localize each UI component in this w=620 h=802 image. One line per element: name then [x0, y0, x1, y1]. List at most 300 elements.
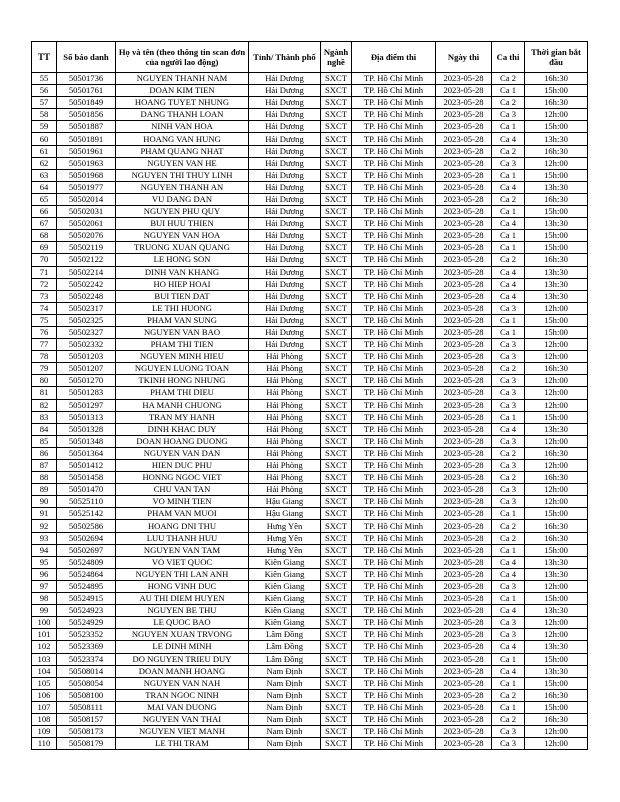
- cell-occupation: SXCT: [321, 399, 352, 411]
- cell-candidate-number: 50523374: [57, 653, 116, 665]
- cell-full-name: HA MANH CHUONG: [116, 399, 249, 411]
- cell-occupation: SXCT: [321, 181, 352, 193]
- cell-occupation: SXCT: [321, 314, 352, 326]
- table-row: [32, 145, 588, 157]
- cell-province: Hải Dương: [249, 302, 321, 314]
- cell-province: Kiên Giang: [249, 556, 321, 568]
- header-candidate-number: Số báo danh: [57, 42, 116, 73]
- cell-occupation: SXCT: [321, 677, 352, 689]
- cell-occupation: SXCT: [321, 701, 352, 713]
- cell-exam-location: TP. Hồ Chí Minh: [352, 193, 436, 205]
- cell-exam-location: TP. Hồ Chí Minh: [352, 206, 436, 218]
- cell-full-name: NGUYEN THANH NAM: [116, 73, 249, 85]
- cell-exam-shift: Ca 1: [492, 411, 525, 423]
- cell-full-name: DINH KHAC DUY: [116, 423, 249, 435]
- cell-start-time: 16h:30: [525, 689, 588, 701]
- cell-start-time: 15h:00: [525, 544, 588, 556]
- cell-start-time: 16h:30: [525, 73, 588, 85]
- cell-full-name: TKINH HONG NHUNG: [116, 375, 249, 387]
- cell-candidate-number: 50501849: [57, 97, 116, 109]
- cell-province: Kiên Giang: [249, 617, 321, 629]
- cell-tt: 68: [32, 230, 57, 242]
- cell-exam-date: 2023-05-28: [436, 738, 492, 750]
- cell-exam-location: TP. Hồ Chí Minh: [352, 133, 436, 145]
- cell-candidate-number: 50501313: [57, 411, 116, 423]
- table-row: [32, 411, 588, 423]
- cell-exam-location: TP. Hồ Chí Minh: [352, 290, 436, 302]
- cell-exam-shift: Ca 1: [492, 544, 525, 556]
- table-row: [32, 593, 588, 605]
- cell-province: Hậu Giang: [249, 496, 321, 508]
- cell-start-time: 13h:30: [525, 605, 588, 617]
- cell-candidate-number: 50524923: [57, 605, 116, 617]
- cell-exam-shift: Ca 2: [492, 520, 525, 532]
- cell-province: Hải Dương: [249, 206, 321, 218]
- cell-full-name: PHAM VAN MUOI: [116, 508, 249, 520]
- cell-full-name: TRAN NGOC NINH: [116, 689, 249, 701]
- cell-exam-date: 2023-05-28: [436, 617, 492, 629]
- cell-exam-shift: Ca 3: [492, 460, 525, 472]
- cell-exam-location: TP. Hồ Chí Minh: [352, 145, 436, 157]
- cell-exam-location: TP. Hồ Chí Minh: [352, 726, 436, 738]
- cell-exam-shift: Ca 2: [492, 145, 525, 157]
- cell-exam-location: TP. Hồ Chí Minh: [352, 520, 436, 532]
- cell-full-name: NGUYEN VAN HOA: [116, 230, 249, 242]
- cell-tt: 101: [32, 629, 57, 641]
- cell-start-time: 16h:30: [525, 363, 588, 375]
- cell-exam-shift: Ca 3: [492, 109, 525, 121]
- cell-candidate-number: 50501412: [57, 460, 116, 472]
- cell-exam-location: TP. Hồ Chí Minh: [352, 653, 436, 665]
- cell-full-name: HOANG TUYET NHUNG: [116, 97, 249, 109]
- cell-start-time: 16h:30: [525, 193, 588, 205]
- cell-exam-date: 2023-05-28: [436, 169, 492, 181]
- cell-occupation: SXCT: [321, 580, 352, 592]
- cell-exam-date: 2023-05-28: [436, 520, 492, 532]
- cell-exam-location: TP. Hồ Chí Minh: [352, 157, 436, 169]
- table-row: [32, 496, 588, 508]
- cell-candidate-number: 50501207: [57, 363, 116, 375]
- cell-candidate-number: 50501761: [57, 85, 116, 97]
- cell-province: Kiên Giang: [249, 593, 321, 605]
- cell-province: Hải Dương: [249, 218, 321, 230]
- cell-province: Hải Phòng: [249, 351, 321, 363]
- cell-exam-shift: Ca 3: [492, 726, 525, 738]
- cell-candidate-number: 50508179: [57, 738, 116, 750]
- cell-exam-shift: Ca 1: [492, 314, 525, 326]
- cell-occupation: SXCT: [321, 617, 352, 629]
- table-row: [32, 230, 588, 242]
- cell-start-time: 16h:30: [525, 713, 588, 725]
- cell-start-time: 12h:00: [525, 435, 588, 447]
- cell-tt: 55: [32, 73, 57, 85]
- cell-candidate-number: 50502586: [57, 520, 116, 532]
- cell-exam-location: TP. Hồ Chí Minh: [352, 665, 436, 677]
- cell-candidate-number: 50502697: [57, 544, 116, 556]
- cell-province: Hải Dương: [249, 266, 321, 278]
- cell-start-time: 12h:00: [525, 496, 588, 508]
- cell-start-time: 15h:00: [525, 508, 588, 520]
- cell-province: Nam Định: [249, 689, 321, 701]
- cell-exam-date: 2023-05-28: [436, 193, 492, 205]
- cell-exam-location: TP. Hồ Chí Minh: [352, 496, 436, 508]
- cell-candidate-number: 50501328: [57, 423, 116, 435]
- cell-province: Hải Dương: [249, 278, 321, 290]
- cell-exam-location: TP. Hồ Chí Minh: [352, 605, 436, 617]
- cell-full-name: PHAM VAN SUNG: [116, 314, 249, 326]
- exam-schedule-table: [31, 41, 588, 750]
- cell-full-name: DOAN HOANG DUONG: [116, 435, 249, 447]
- cell-exam-shift: Ca 2: [492, 689, 525, 701]
- cell-occupation: SXCT: [321, 302, 352, 314]
- cell-start-time: 15h:00: [525, 169, 588, 181]
- table-row: [32, 278, 588, 290]
- cell-full-name: HONG VINH DUC: [116, 580, 249, 592]
- cell-full-name: NGUYEN VAN DAN: [116, 447, 249, 459]
- cell-occupation: SXCT: [321, 193, 352, 205]
- cell-candidate-number: 50501977: [57, 181, 116, 193]
- cell-start-time: 13h:30: [525, 641, 588, 653]
- cell-tt: 79: [32, 363, 57, 375]
- cell-exam-shift: Ca 1: [492, 508, 525, 520]
- cell-start-time: 15h:00: [525, 411, 588, 423]
- table-row: [32, 109, 588, 121]
- cell-tt: 62: [32, 157, 57, 169]
- table-row: [32, 665, 588, 677]
- cell-start-time: 15h:00: [525, 206, 588, 218]
- cell-province: Nam Định: [249, 726, 321, 738]
- cell-candidate-number: 50501856: [57, 109, 116, 121]
- cell-occupation: SXCT: [321, 73, 352, 85]
- cell-tt: 94: [32, 544, 57, 556]
- cell-exam-shift: Ca 4: [492, 290, 525, 302]
- cell-province: Hải Dương: [249, 73, 321, 85]
- cell-province: Hải Phòng: [249, 435, 321, 447]
- cell-exam-location: TP. Hồ Chí Minh: [352, 181, 436, 193]
- cell-exam-shift: Ca 4: [492, 181, 525, 193]
- table-row: [32, 484, 588, 496]
- cell-candidate-number: 50508173: [57, 726, 116, 738]
- cell-full-name: NGUYEN MINH HIEU: [116, 351, 249, 363]
- cell-exam-date: 2023-05-28: [436, 363, 492, 375]
- cell-exam-date: 2023-05-28: [436, 206, 492, 218]
- cell-tt: 95: [32, 556, 57, 568]
- table-row: [32, 181, 588, 193]
- cell-candidate-number: 50502332: [57, 339, 116, 351]
- table-row: [32, 447, 588, 459]
- cell-candidate-number: 50501470: [57, 484, 116, 496]
- table-row: [32, 532, 588, 544]
- cell-exam-date: 2023-05-28: [436, 133, 492, 145]
- cell-start-time: 15h:00: [525, 701, 588, 713]
- cell-candidate-number: 50508157: [57, 713, 116, 725]
- cell-candidate-number: 50501736: [57, 73, 116, 85]
- cell-exam-date: 2023-05-28: [436, 641, 492, 653]
- cell-full-name: NGUYEN VAN HE: [116, 157, 249, 169]
- cell-exam-shift: Ca 4: [492, 665, 525, 677]
- cell-tt: 72: [32, 278, 57, 290]
- cell-exam-date: 2023-05-28: [436, 109, 492, 121]
- cell-start-time: 16h:30: [525, 447, 588, 459]
- cell-candidate-number: 50502031: [57, 206, 116, 218]
- cell-tt: 102: [32, 641, 57, 653]
- table-row: [32, 435, 588, 447]
- cell-start-time: 16h:30: [525, 520, 588, 532]
- cell-full-name: LUU THANH HUU: [116, 532, 249, 544]
- cell-occupation: SXCT: [321, 738, 352, 750]
- cell-exam-date: 2023-05-28: [436, 484, 492, 496]
- cell-full-name: TRUONG XUAN QUANG: [116, 242, 249, 254]
- cell-occupation: SXCT: [321, 447, 352, 459]
- cell-candidate-number: 50508111: [57, 701, 116, 713]
- cell-province: Hải Dương: [249, 145, 321, 157]
- cell-tt: 60: [32, 133, 57, 145]
- table-row: [32, 738, 588, 750]
- cell-province: Hải Phòng: [249, 423, 321, 435]
- cell-exam-date: 2023-05-28: [436, 689, 492, 701]
- cell-occupation: SXCT: [321, 484, 352, 496]
- cell-exam-date: 2023-05-28: [436, 701, 492, 713]
- cell-exam-shift: Ca 3: [492, 617, 525, 629]
- cell-exam-shift: Ca 4: [492, 605, 525, 617]
- cell-exam-shift: Ca 4: [492, 133, 525, 145]
- cell-exam-date: 2023-05-28: [436, 157, 492, 169]
- table-row: [32, 460, 588, 472]
- cell-candidate-number: 50501887: [57, 121, 116, 133]
- cell-full-name: VO VIET QUOC: [116, 556, 249, 568]
- cell-candidate-number: 50502694: [57, 532, 116, 544]
- cell-exam-date: 2023-05-28: [436, 73, 492, 85]
- cell-province: Hải Dương: [249, 254, 321, 266]
- cell-candidate-number: 50524895: [57, 580, 116, 592]
- cell-province: Nam Định: [249, 665, 321, 677]
- table-row: [32, 605, 588, 617]
- table-header-row: [32, 42, 588, 73]
- cell-exam-location: TP. Hồ Chí Minh: [352, 580, 436, 592]
- cell-exam-date: 2023-05-28: [436, 351, 492, 363]
- cell-full-name: HOANG VAN HUNG: [116, 133, 249, 145]
- cell-start-time: 12h:00: [525, 302, 588, 314]
- cell-exam-shift: Ca 4: [492, 568, 525, 580]
- cell-exam-shift: Ca 3: [492, 157, 525, 169]
- header-tt: TT: [32, 42, 57, 73]
- cell-occupation: SXCT: [321, 85, 352, 97]
- cell-exam-shift: Ca 2: [492, 713, 525, 725]
- cell-province: Hưng Yên: [249, 520, 321, 532]
- cell-exam-date: 2023-05-28: [436, 447, 492, 459]
- cell-exam-location: TP. Hồ Chí Minh: [352, 435, 436, 447]
- cell-tt: 69: [32, 242, 57, 254]
- cell-tt: 106: [32, 689, 57, 701]
- cell-exam-shift: Ca 1: [492, 326, 525, 338]
- cell-exam-date: 2023-05-28: [436, 544, 492, 556]
- cell-occupation: SXCT: [321, 713, 352, 725]
- cell-occupation: SXCT: [321, 641, 352, 653]
- cell-exam-location: TP. Hồ Chí Minh: [352, 399, 436, 411]
- cell-candidate-number: 50524809: [57, 556, 116, 568]
- cell-exam-date: 2023-05-28: [436, 532, 492, 544]
- cell-exam-date: 2023-05-28: [436, 339, 492, 351]
- cell-occupation: SXCT: [321, 532, 352, 544]
- cell-full-name: NGUYEN VAN TAM: [116, 544, 249, 556]
- cell-start-time: 16h:30: [525, 145, 588, 157]
- cell-occupation: SXCT: [321, 629, 352, 641]
- cell-exam-shift: Ca 2: [492, 254, 525, 266]
- cell-occupation: SXCT: [321, 605, 352, 617]
- cell-exam-shift: Ca 1: [492, 242, 525, 254]
- cell-occupation: SXCT: [321, 326, 352, 338]
- cell-full-name: MAI VAN DUONG: [116, 701, 249, 713]
- cell-candidate-number: 50502122: [57, 254, 116, 266]
- cell-tt: 70: [32, 254, 57, 266]
- cell-exam-location: TP. Hồ Chí Minh: [352, 641, 436, 653]
- cell-exam-location: TP. Hồ Chí Minh: [352, 121, 436, 133]
- cell-tt: 80: [32, 375, 57, 387]
- cell-occupation: SXCT: [321, 665, 352, 677]
- cell-exam-date: 2023-05-28: [436, 230, 492, 242]
- table-row: [32, 254, 588, 266]
- cell-exam-location: TP. Hồ Chí Minh: [352, 85, 436, 97]
- cell-exam-shift: Ca 4: [492, 218, 525, 230]
- cell-exam-date: 2023-05-28: [436, 218, 492, 230]
- cell-exam-shift: Ca 1: [492, 701, 525, 713]
- cell-exam-location: TP. Hồ Chí Minh: [352, 423, 436, 435]
- cell-start-time: 13h:30: [525, 556, 588, 568]
- cell-exam-shift: Ca 2: [492, 193, 525, 205]
- cell-exam-location: TP. Hồ Chí Minh: [352, 484, 436, 496]
- cell-exam-date: 2023-05-28: [436, 496, 492, 508]
- cell-candidate-number: 50502248: [57, 290, 116, 302]
- cell-candidate-number: 50502014: [57, 193, 116, 205]
- table-row: [32, 423, 588, 435]
- cell-exam-shift: Ca 1: [492, 593, 525, 605]
- cell-exam-location: TP. Hồ Chí Minh: [352, 375, 436, 387]
- table-row: [32, 629, 588, 641]
- cell-exam-shift: Ca 2: [492, 532, 525, 544]
- cell-exam-location: TP. Hồ Chí Minh: [352, 73, 436, 85]
- cell-exam-date: 2023-05-28: [436, 145, 492, 157]
- cell-exam-shift: Ca 3: [492, 351, 525, 363]
- cell-exam-location: TP. Hồ Chí Minh: [352, 447, 436, 459]
- cell-full-name: HOANG DNI THU: [116, 520, 249, 532]
- cell-occupation: SXCT: [321, 544, 352, 556]
- table-row: [32, 568, 588, 580]
- cell-start-time: 12h:00: [525, 726, 588, 738]
- cell-occupation: SXCT: [321, 351, 352, 363]
- cell-occupation: SXCT: [321, 653, 352, 665]
- cell-exam-shift: Ca 4: [492, 266, 525, 278]
- cell-exam-location: TP. Hồ Chí Minh: [352, 278, 436, 290]
- cell-tt: 75: [32, 314, 57, 326]
- cell-candidate-number: 50524915: [57, 593, 116, 605]
- table-row: [32, 689, 588, 701]
- cell-exam-location: TP. Hồ Chí Minh: [352, 713, 436, 725]
- cell-start-time: 13h:30: [525, 568, 588, 580]
- table-row: [32, 556, 588, 568]
- cell-exam-date: 2023-05-28: [436, 181, 492, 193]
- cell-exam-date: 2023-05-28: [436, 121, 492, 133]
- cell-exam-date: 2023-05-28: [436, 423, 492, 435]
- cell-candidate-number: 50501968: [57, 169, 116, 181]
- cell-candidate-number: 50501961: [57, 145, 116, 157]
- cell-candidate-number: 50502325: [57, 314, 116, 326]
- cell-province: Hải Dương: [249, 121, 321, 133]
- cell-province: Nam Định: [249, 738, 321, 750]
- cell-start-time: 16h:30: [525, 254, 588, 266]
- cell-start-time: 12h:00: [525, 387, 588, 399]
- cell-occupation: SXCT: [321, 121, 352, 133]
- cell-tt: 104: [32, 665, 57, 677]
- cell-start-time: 15h:00: [525, 85, 588, 97]
- cell-full-name: NGUYEN LUONG TOAN: [116, 363, 249, 375]
- cell-candidate-number: 50524864: [57, 568, 116, 580]
- cell-candidate-number: 50502317: [57, 302, 116, 314]
- cell-exam-date: 2023-05-28: [436, 254, 492, 266]
- cell-occupation: SXCT: [321, 242, 352, 254]
- cell-start-time: 12h:00: [525, 109, 588, 121]
- cell-exam-date: 2023-05-28: [436, 653, 492, 665]
- cell-province: Hậu Giang: [249, 508, 321, 520]
- cell-full-name: NGUYEN THI LAN ANH: [116, 568, 249, 580]
- cell-exam-shift: Ca 4: [492, 556, 525, 568]
- cell-tt: 92: [32, 520, 57, 532]
- header-exam-shift: Ca thi: [492, 42, 525, 73]
- cell-province: Hưng Yên: [249, 544, 321, 556]
- cell-occupation: SXCT: [321, 109, 352, 121]
- table-row: [32, 121, 588, 133]
- cell-exam-date: 2023-05-28: [436, 302, 492, 314]
- cell-start-time: 13h:30: [525, 133, 588, 145]
- header-exam-location: Địa điểm thi: [352, 42, 436, 73]
- cell-province: Lâm Đồng: [249, 629, 321, 641]
- cell-exam-date: 2023-05-28: [436, 508, 492, 520]
- cell-exam-location: TP. Hồ Chí Minh: [352, 242, 436, 254]
- table-row: [32, 169, 588, 181]
- cell-exam-date: 2023-05-28: [436, 399, 492, 411]
- cell-full-name: NGUYEN THI THUY LINH: [116, 169, 249, 181]
- cell-full-name: NGUYEN VAN NAH: [116, 677, 249, 689]
- header-occupation: Ngành nghề: [321, 42, 352, 73]
- cell-tt: 100: [32, 617, 57, 629]
- cell-tt: 77: [32, 339, 57, 351]
- cell-exam-location: TP. Hồ Chí Minh: [352, 339, 436, 351]
- table-row: [32, 97, 588, 109]
- cell-province: Nam Định: [249, 713, 321, 725]
- cell-tt: 90: [32, 496, 57, 508]
- cell-exam-date: 2023-05-28: [436, 266, 492, 278]
- cell-exam-shift: Ca 3: [492, 387, 525, 399]
- cell-candidate-number: 50502076: [57, 230, 116, 242]
- cell-exam-shift: Ca 3: [492, 738, 525, 750]
- cell-exam-location: TP. Hồ Chí Minh: [352, 97, 436, 109]
- cell-candidate-number: 50525142: [57, 508, 116, 520]
- cell-occupation: SXCT: [321, 556, 352, 568]
- cell-candidate-number: 50501297: [57, 399, 116, 411]
- cell-occupation: SXCT: [321, 290, 352, 302]
- cell-exam-date: 2023-05-28: [436, 677, 492, 689]
- cell-tt: 73: [32, 290, 57, 302]
- cell-occupation: SXCT: [321, 568, 352, 580]
- cell-province: Hải Phòng: [249, 484, 321, 496]
- cell-exam-location: TP. Hồ Chí Minh: [352, 508, 436, 520]
- cell-start-time: 13h:30: [525, 218, 588, 230]
- cell-full-name: NGUYEN VAN BAO: [116, 326, 249, 338]
- cell-province: Hải Dương: [249, 314, 321, 326]
- cell-candidate-number: 50501283: [57, 387, 116, 399]
- cell-province: Lâm Đồng: [249, 653, 321, 665]
- cell-occupation: SXCT: [321, 266, 352, 278]
- cell-exam-date: 2023-05-28: [436, 242, 492, 254]
